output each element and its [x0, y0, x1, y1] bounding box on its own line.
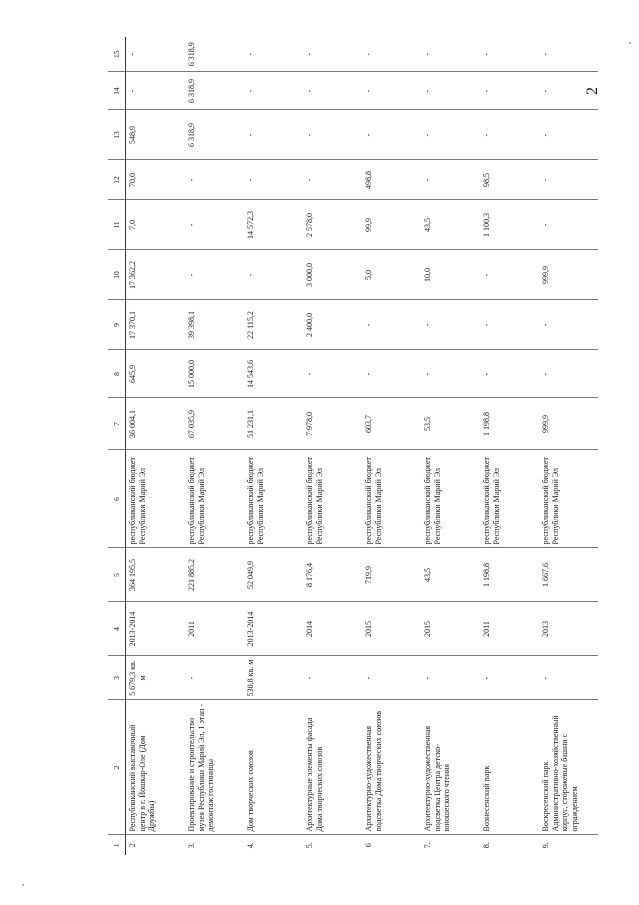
table-cell: -: [480, 656, 539, 700]
table-cell: -: [185, 200, 244, 250]
table-cell: 15 000,0: [185, 350, 244, 398]
table-cell: 2015: [362, 602, 421, 656]
table-cell: 364 195,5: [126, 548, 186, 602]
table-cell: 52 049,9: [244, 548, 303, 602]
table-cell: -: [244, 250, 303, 300]
column-header: 13: [108, 110, 126, 160]
table-row: [244, 37, 303, 855]
table-cell: -: [362, 350, 421, 398]
table-cell: 498,8: [362, 160, 421, 200]
table-cell: Вознесенский парк: [480, 700, 539, 835]
table-cell: 999,9: [539, 398, 598, 450]
table-cell: 3 000,0: [303, 250, 362, 300]
table-row: [362, 37, 421, 855]
table-cell: 2: [126, 835, 186, 855]
table-row: [126, 37, 186, 855]
column-header: 14: [108, 72, 126, 110]
table-cell: -: [421, 300, 480, 350]
table-cell: 14 543,6: [244, 350, 303, 398]
column-header: 9: [108, 300, 126, 350]
table-row: [539, 37, 598, 855]
table-cell: -: [362, 72, 421, 110]
table-cell: республиканский бюджет Республики Марий Эл: [244, 450, 303, 548]
table-cell: 603,7: [362, 398, 421, 450]
table-cell: -: [421, 350, 480, 398]
column-header: 12: [108, 160, 126, 200]
table-cell: 2013-2014: [244, 602, 303, 656]
table-cell: 22 115,2: [244, 300, 303, 350]
table-cell: -: [303, 160, 362, 200]
table-cell: -: [246, 52, 255, 56]
table-cell: -: [303, 72, 362, 110]
table-cell: 6 318,9: [185, 110, 244, 160]
table-cell: -: [480, 110, 539, 160]
table-cell: 2011: [185, 602, 244, 656]
table-cell: 221 885,2: [185, 548, 244, 602]
table-cell: 17 362,2: [126, 250, 186, 300]
table-cell: 2 400,0: [303, 300, 362, 350]
table-cell: -: [480, 250, 539, 300]
table-cell: республиканский бюджет Республики Марий Эл: [126, 450, 186, 548]
table-cell: Архитектурные элементы фасада Дома творческих союзов: [303, 700, 362, 835]
budget-table: [108, 37, 598, 855]
rotated-table-page: [108, 42, 579, 855]
table-cell: 98,5: [480, 160, 539, 200]
table-cell: -: [482, 52, 491, 56]
table-cell: 8 176,4: [303, 548, 362, 602]
table-cell: -: [362, 300, 421, 350]
table-cell: -: [480, 350, 539, 398]
column-header: 8: [108, 350, 126, 398]
scan-speck: [629, 42, 631, 44]
table-cell: 548,9: [126, 110, 186, 160]
column-header: 6: [108, 450, 126, 548]
table-cell: республиканский бюджет Республики Марий Эл: [362, 450, 421, 548]
table-cell: 7,0: [126, 200, 186, 250]
table-cell: Проектирование и строительство музея Республики Марий Эл, 1 этап - демонтаж гостиницы: [185, 700, 244, 835]
table-cell: республиканский бюджет Республики Марий Эл: [480, 450, 539, 548]
table-cell: 4.: [244, 835, 303, 855]
table-cell: -: [362, 110, 421, 160]
table-cell: 7.: [421, 835, 480, 855]
table-cell: 67 035,9: [185, 398, 244, 450]
header-row: [108, 37, 126, 855]
table-body: [126, 37, 599, 855]
table-cell: 719,9: [362, 548, 421, 602]
table-cell: 14 572,3: [244, 200, 303, 250]
table-cell: -: [244, 110, 303, 160]
table-cell: республиканский бюджет Республики Марий Эл: [539, 450, 598, 548]
column-header: 11: [108, 200, 126, 250]
table-cell: 10,0: [421, 250, 480, 300]
table-cell: -: [539, 200, 598, 250]
table-cell: 999,9: [539, 250, 598, 300]
table-cell: -: [362, 656, 421, 700]
column-header: 1: [108, 835, 126, 855]
table-cell: 8.: [480, 835, 539, 855]
table-cell: 17 370,1: [126, 300, 186, 350]
table-cell: 2015: [421, 602, 480, 656]
table-cell: -: [305, 52, 314, 56]
table-cell: 51 231,1: [244, 398, 303, 450]
table-cell: республиканский бюджет Республики Марий Эл: [303, 450, 362, 548]
table-cell: -: [480, 300, 539, 350]
table-cell: 6 318,9: [187, 42, 196, 67]
table-cell: Архитектурно-художественная подсветка Центра детско-юношеского чтения: [421, 700, 480, 835]
table-cell: 1 198,8: [480, 548, 539, 602]
table-cell: -: [185, 250, 244, 300]
table-cell: республиканский бюджет Республики Марий Эл: [421, 450, 480, 548]
table-cell: 39 398,1: [185, 300, 244, 350]
table-cell: -: [303, 350, 362, 398]
table-cell: -: [303, 656, 362, 700]
table-cell: -: [128, 52, 137, 56]
table-cell: Воскресенский парк Административно-хозяйственный корпус, сторожевые башни с ограждением: [539, 700, 598, 835]
table-cell: -: [539, 656, 598, 700]
table-row: [185, 37, 244, 855]
table-cell: Республиканский выставочный центр в г. Йошкар-Оле (Дом Дружбы): [126, 700, 186, 835]
scan-speck: [22, 884, 24, 886]
table-row: [303, 37, 362, 855]
table-cell: 53,5: [421, 398, 480, 450]
table-cell: 2014: [303, 602, 362, 656]
table-cell: -: [421, 160, 480, 200]
table-cell: 1 100,3: [480, 200, 539, 250]
table-cell: -: [364, 52, 373, 56]
table-cell: -: [423, 52, 432, 56]
table-cell: 645,9: [126, 350, 186, 398]
table-cell: 2011: [480, 602, 539, 656]
table-cell: -: [303, 110, 362, 160]
table-cell: 5,0: [362, 250, 421, 300]
table-cell: -: [185, 656, 244, 700]
table-cell: 43,5: [421, 548, 480, 602]
column-header: 3: [108, 656, 126, 700]
table-cell: 99,9: [362, 200, 421, 250]
column-header: 2: [108, 700, 126, 835]
page-number: 2: [584, 87, 601, 95]
table-cell: 3.: [185, 835, 244, 855]
table-cell: -: [539, 300, 598, 350]
table-cell: 6: [362, 835, 421, 855]
table-cell: -: [541, 52, 550, 56]
table-cell: 43,5: [421, 200, 480, 250]
table-cell: -: [244, 160, 303, 200]
table-row: [480, 37, 539, 855]
table-cell: 1 198,8: [480, 398, 539, 450]
table-cell: 6 318,9: [185, 72, 244, 110]
table-cell: 9.: [539, 835, 598, 855]
table-cell: 7 978,0: [303, 398, 362, 450]
table-cell: -: [539, 72, 598, 110]
table-cell: -: [421, 656, 480, 700]
table-cell: республиканский бюджет Республики Марий Эл: [185, 450, 244, 548]
table-cell: 5 679,3 кв. м: [126, 656, 186, 700]
table-cell: 70,0: [126, 160, 186, 200]
table-cell: -: [421, 72, 480, 110]
column-header: 5: [108, 548, 126, 602]
table-cell: 2 578,0: [303, 200, 362, 250]
table-cell: 2013-2014: [126, 602, 186, 656]
table-cell: 2013: [539, 602, 598, 656]
table-cell: -: [480, 72, 539, 110]
table-cell: -: [244, 72, 303, 110]
column-header: 10: [108, 250, 126, 300]
table-cell: -: [185, 160, 244, 200]
table-cell: -: [421, 110, 480, 160]
table-cell: 5.: [303, 835, 362, 855]
table-cell: 1 667,6: [539, 548, 598, 602]
column-header: 7: [108, 398, 126, 450]
table-row: [421, 37, 480, 855]
table-cell: 530,8 кв. м: [244, 656, 303, 700]
table-cell: Архитектурно-художественная подсветка Дома творческих союзов: [362, 700, 421, 835]
table-cell: -: [539, 350, 598, 398]
table-cell: Дом творческих союзов: [244, 700, 303, 835]
column-header: 15: [108, 37, 126, 72]
column-header: 4: [108, 602, 126, 656]
table-cell: 36 004,1: [126, 398, 186, 450]
table-cell: -: [126, 72, 186, 110]
table-cell: -: [539, 160, 598, 200]
table-cell: -: [539, 110, 598, 160]
